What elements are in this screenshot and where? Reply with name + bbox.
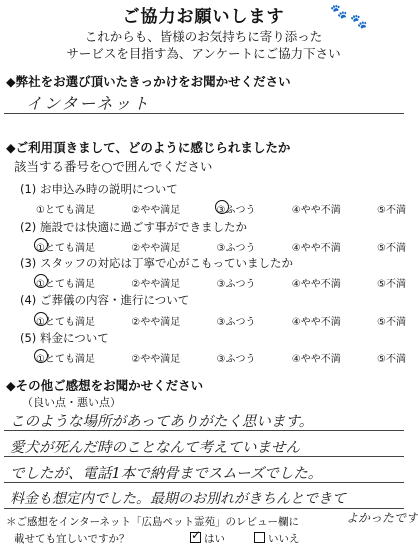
q4-option-4[interactable]: ④やや不満 <box>291 317 341 328</box>
q3-option-3[interactable]: ③ふつう <box>216 279 256 290</box>
q5-option-4[interactable]: ④やや不満 <box>291 354 341 365</box>
q3-option-4[interactable]: ④やや不満 <box>291 279 341 290</box>
no-label: いいえ <box>268 533 300 545</box>
q2-option-5[interactable]: ⑤不満 <box>377 243 406 254</box>
paw-icon-2: 🐾 <box>350 14 368 30</box>
paw-icon: 🐾 <box>330 4 348 20</box>
q4-option-2[interactable]: ②やや満足 <box>131 317 181 328</box>
comment-line-3[interactable]: でしたが、電話1本で納骨までスムーズでした。 <box>10 466 323 482</box>
section3-heading: ◆その他ご感想をお聞かせください <box>6 378 204 393</box>
consent-yes-option[interactable] <box>190 531 225 546</box>
question-1-options[interactable] <box>36 201 406 216</box>
consent-no-option[interactable] <box>254 531 300 546</box>
q2-option-2[interactable]: ②やや満足 <box>131 243 181 254</box>
comment-line-2[interactable]: 愛犬が死んだ時のことなんて考えていません <box>10 440 300 456</box>
q4-option-3[interactable]: ③ふつう <box>216 317 256 328</box>
q5-option-5[interactable]: ⑤不満 <box>377 354 406 365</box>
comment-underline-3 <box>4 482 404 483</box>
question-4-options[interactable] <box>36 313 406 328</box>
no-checkbox[interactable] <box>254 532 265 543</box>
comment-line-5[interactable]: よかったです <box>346 511 418 525</box>
yes-checkbox[interactable] <box>190 532 201 543</box>
question-2-options[interactable] <box>36 239 406 254</box>
question-2-label: (2) 施設では快適に過ごす事ができましたか <box>20 220 247 234</box>
q1-option-3-selected[interactable]: ③ふつう <box>217 201 256 216</box>
q5-option-1-selected[interactable]: ①とても満足 <box>36 350 95 365</box>
q3-option-1-selected[interactable]: ①とても満足 <box>36 275 95 290</box>
intro-line-1: これからも、皆様のお気持ちに寄り添った <box>84 29 323 44</box>
q3-option-5[interactable]: ⑤不満 <box>377 279 406 290</box>
question-1-label: (1) お申込み時の説明について <box>20 182 178 196</box>
intro-line-2: サービスを目指す為、アンケートにご協力下さい <box>66 46 341 61</box>
form-title: ご協力お願いします <box>122 7 285 27</box>
question-5-label: (5) 料金について <box>20 331 109 345</box>
comment-underline-4 <box>4 508 404 509</box>
section3-subheading: （良い点・悪い点） <box>22 396 121 409</box>
section1-heading: ◆弊社をお選び頂いたきっかけをお聞かせください <box>6 74 291 89</box>
comment-underline-2 <box>4 456 404 457</box>
section1-answer[interactable]: インターネット <box>26 94 151 113</box>
q2-option-3[interactable]: ③ふつう <box>216 243 256 254</box>
q1-option-1[interactable]: ①とても満足 <box>36 205 95 216</box>
q1-option-4[interactable]: ④やや不満 <box>291 205 341 216</box>
q3-option-2[interactable]: ②やや満足 <box>131 279 181 290</box>
comment-underline-1 <box>4 430 404 431</box>
q4-option-1-selected[interactable]: ①とても満足 <box>36 313 95 328</box>
question-5-options[interactable] <box>36 350 406 365</box>
answer-underline <box>4 113 404 114</box>
comment-line-1[interactable]: このような場所があってありがたく思います。 <box>10 414 314 430</box>
yes-label: はい <box>204 533 225 545</box>
q5-option-3[interactable]: ③ふつう <box>216 354 256 365</box>
question-4-label: (4) ご葬儀の内容・進行について <box>20 293 190 307</box>
question-3-options[interactable] <box>36 275 406 290</box>
review-consent-question: ＊ご感想をインターネット「広島ペット霊苑」のレビュー欄に <box>6 516 300 528</box>
section2-heading: ◆ご利用頂きまして、どのように感じられましたか <box>6 140 291 155</box>
comment-line-4[interactable]: 料金も想定内でした。最期のお別れがきちんとできて <box>10 491 346 507</box>
review-consent-question-2: 載せても宜しいですか？ <box>14 533 130 545</box>
question-3-label: (3) スタッフの対応は丁寧で心がこもっていましたか <box>20 256 293 270</box>
q4-option-5[interactable]: ⑤不満 <box>377 317 406 328</box>
q1-option-2[interactable]: ②やや満足 <box>131 205 181 216</box>
q2-option-4[interactable]: ④やや不満 <box>291 243 341 254</box>
q5-option-2[interactable]: ②やや満足 <box>131 354 181 365</box>
q2-option-1-selected[interactable]: ①とても満足 <box>36 239 95 254</box>
section2-instruction: 該当する番号を○で囲んでください <box>14 159 213 174</box>
q1-option-5[interactable]: ⑤不満 <box>377 205 406 216</box>
